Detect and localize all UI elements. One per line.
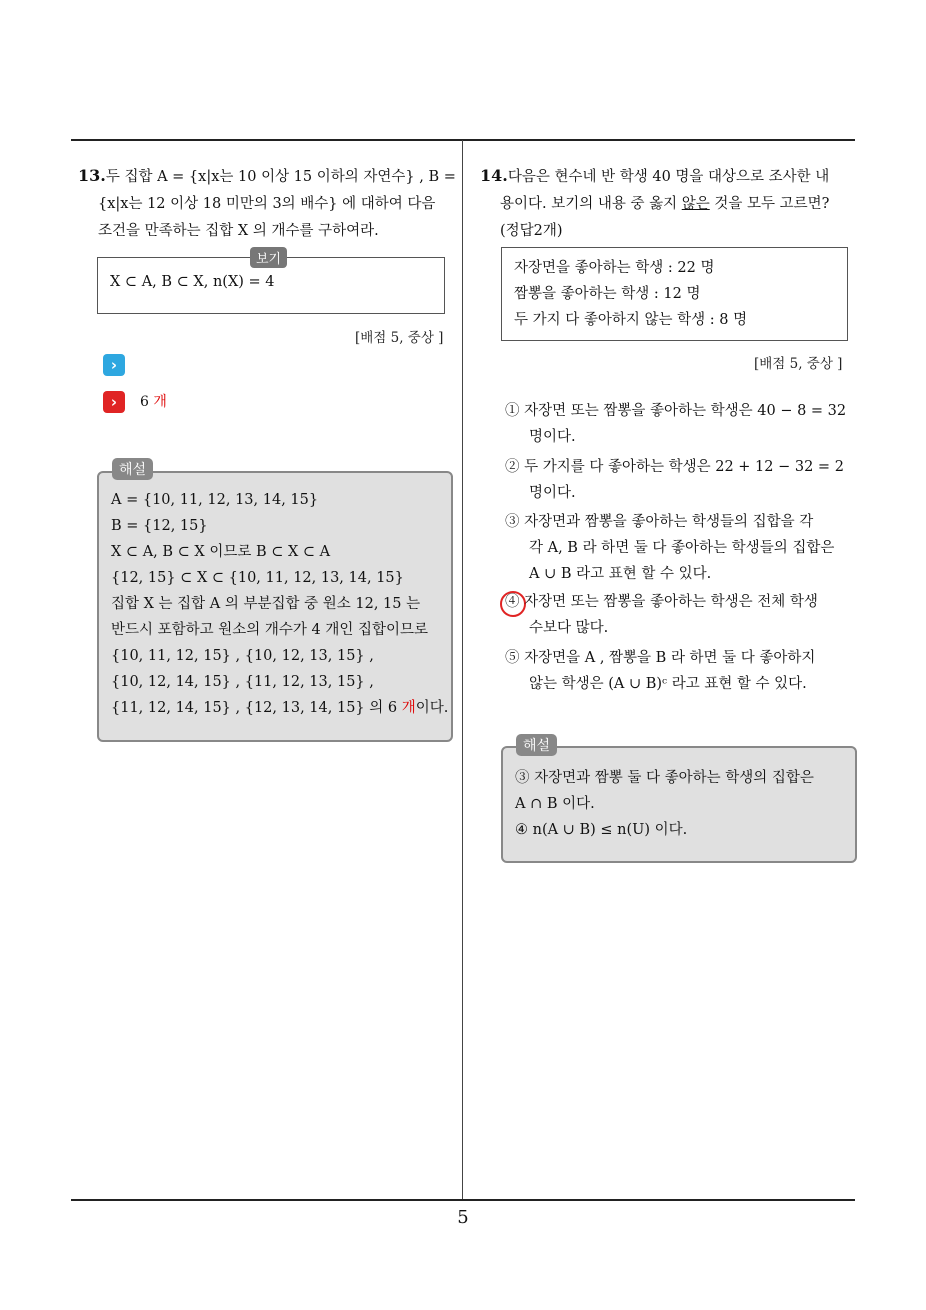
q13-expl-line: 집합 X 는 집합 A 의 부분집합 중 원소 12, 15 는 <box>111 596 421 612</box>
q14-option-3[interactable] <box>505 509 850 587</box>
q13-expl-last-red: 개 <box>401 700 416 716</box>
q14-option-1-line1: ① 자장면 또는 짬뽕을 좋아하는 학생은 40 − 8 = 32 <box>505 403 847 419</box>
q13-expl-last-pre: {11, 12, 14, 15} , {12, 13, 14, 15} 의 6 <box>111 700 402 716</box>
q13-condition-text: X ⊂ A, B ⊂ X, n(X) = 4 <box>110 274 275 290</box>
q14-score: [배점 5, 중상 ] <box>754 356 843 372</box>
q14-data-box <box>501 247 848 341</box>
q13-expl-last-post: 이다. <box>415 700 449 716</box>
q14-box-line: 짬뽕을 좋아하는 학생 : 12 명 <box>514 286 701 302</box>
q13-expl-line: B = {12, 15} <box>111 518 208 534</box>
q13-expl-line-last <box>111 695 448 721</box>
q13-expl-line: {12, 15} ⊂ X ⊂ {10, 11, 12, 13, 14, 15} <box>111 570 404 586</box>
column-divider <box>462 140 463 1200</box>
top-rule <box>71 139 855 141</box>
q14-option-2-line1: ② 두 가지를 다 좋아하는 학생은 22 + 12 − 32 = 2 <box>505 459 844 475</box>
q14-box-line: 두 가지 다 좋아하지 않는 학생 : 8 명 <box>514 312 748 328</box>
q13-text1: 두 집합 A = {x|x는 10 이상 15 이하의 자연수} , B = <box>105 169 456 185</box>
q13-line2: {x|x는 12 이상 18 미만의 3의 배수} 에 대하여 다음 <box>98 196 436 212</box>
q14-expl-line: A ∩ B 이다. <box>515 796 595 812</box>
q14-expl-line: ③ 자장면과 짬뽕 둘 다 좋아하는 학생의 집합은 <box>515 770 814 786</box>
q14-option-2-line2: 명이다. <box>529 485 576 501</box>
q14-line1 <box>480 162 858 191</box>
question-14 <box>480 162 858 245</box>
q14-option-2[interactable] <box>505 454 850 506</box>
page-number: 5 <box>457 1207 469 1228</box>
q14-option-3-line2: 각 A, B 라 하면 둘 다 좋아하는 학생들의 집합은 <box>529 540 835 556</box>
q14-option-1-line2: 명이다. <box>529 429 576 445</box>
q14-explanation-legend: 해설 <box>516 734 557 756</box>
question-13 <box>78 162 456 245</box>
q13-expl-line: X ⊂ A, B ⊂ X 이므로 B ⊂ X ⊂ A <box>111 544 331 560</box>
bottom-rule <box>71 1199 855 1201</box>
q13-answer-unit: 개 <box>153 394 167 410</box>
q14-option-1[interactable] <box>505 398 850 450</box>
q13-answer <box>140 391 167 411</box>
q13-expl-line: {10, 11, 12, 15} , {10, 12, 13, 15} , <box>111 648 374 664</box>
q13-expl-line: {10, 12, 14, 15} , {11, 12, 13, 15} , <box>111 674 374 690</box>
q14-text2-pre: 용이다. 보기의 내용 중 옳지 <box>500 196 682 212</box>
q13-line3: 조건을 만족하는 집합 X 의 개수를 구하여라. <box>98 223 379 239</box>
q14-option-4-line2: 수보다 많다. <box>529 620 609 636</box>
q13-box-legend: 보기 <box>250 247 287 268</box>
q14-explanation-box <box>501 746 857 863</box>
q14-text2-underline: 않은 <box>681 196 710 212</box>
q14-option-4[interactable] <box>505 589 850 641</box>
q13-number: 13. <box>78 166 106 185</box>
q14-line2 <box>480 191 858 218</box>
answer-arrow-icon: › <box>103 391 125 413</box>
q14-text2-post: 것을 모두 고르면? <box>709 196 830 212</box>
q14-line3: (정답2개) <box>500 223 563 239</box>
q14-box-line: 자장면을 좋아하는 학생 : 22 명 <box>514 260 715 276</box>
q14-expl-line: ④ n(A ∪ B) ≤ n(U) 이다. <box>515 822 688 838</box>
q13-explanation-box <box>97 471 453 742</box>
q14-number: 14. <box>480 166 508 185</box>
q13-answer-value: 6 <box>140 394 149 410</box>
q13-expl-line: A = {10, 11, 12, 13, 14, 15} <box>111 492 319 508</box>
q14-text1: 다음은 현수네 반 학생 40 명을 대상으로 조사한 내 <box>507 169 830 185</box>
q14-option-3-line1: ③ 자장면과 짬뽕을 좋아하는 학생들의 집합을 각 <box>505 514 814 530</box>
expand-arrow-icon[interactable]: › <box>103 354 125 376</box>
q14-option-5-line1: ⑤ 자장면을 A , 짬뽕을 B 라 하면 둘 다 좋아하지 <box>505 650 816 666</box>
q13-line1 <box>78 162 456 191</box>
q14-option-5-line2: 않는 학생은 (A ∪ B)ᶜ 라고 표현 할 수 있다. <box>529 676 807 692</box>
q14-option-4-line1: ④ 자장면 또는 짬뽕을 좋아하는 학생은 전체 학생 <box>505 594 818 610</box>
q14-option-5[interactable] <box>505 645 850 697</box>
q13-expl-line: 반드시 포함하고 원소의 개수가 4 개인 집합이므로 <box>111 622 429 638</box>
q13-explanation-legend: 해설 <box>112 458 153 480</box>
q13-score: [배점 5, 중상 ] <box>355 330 444 346</box>
q14-option-3-line3: A ∪ B 라고 표현 할 수 있다. <box>529 566 712 582</box>
